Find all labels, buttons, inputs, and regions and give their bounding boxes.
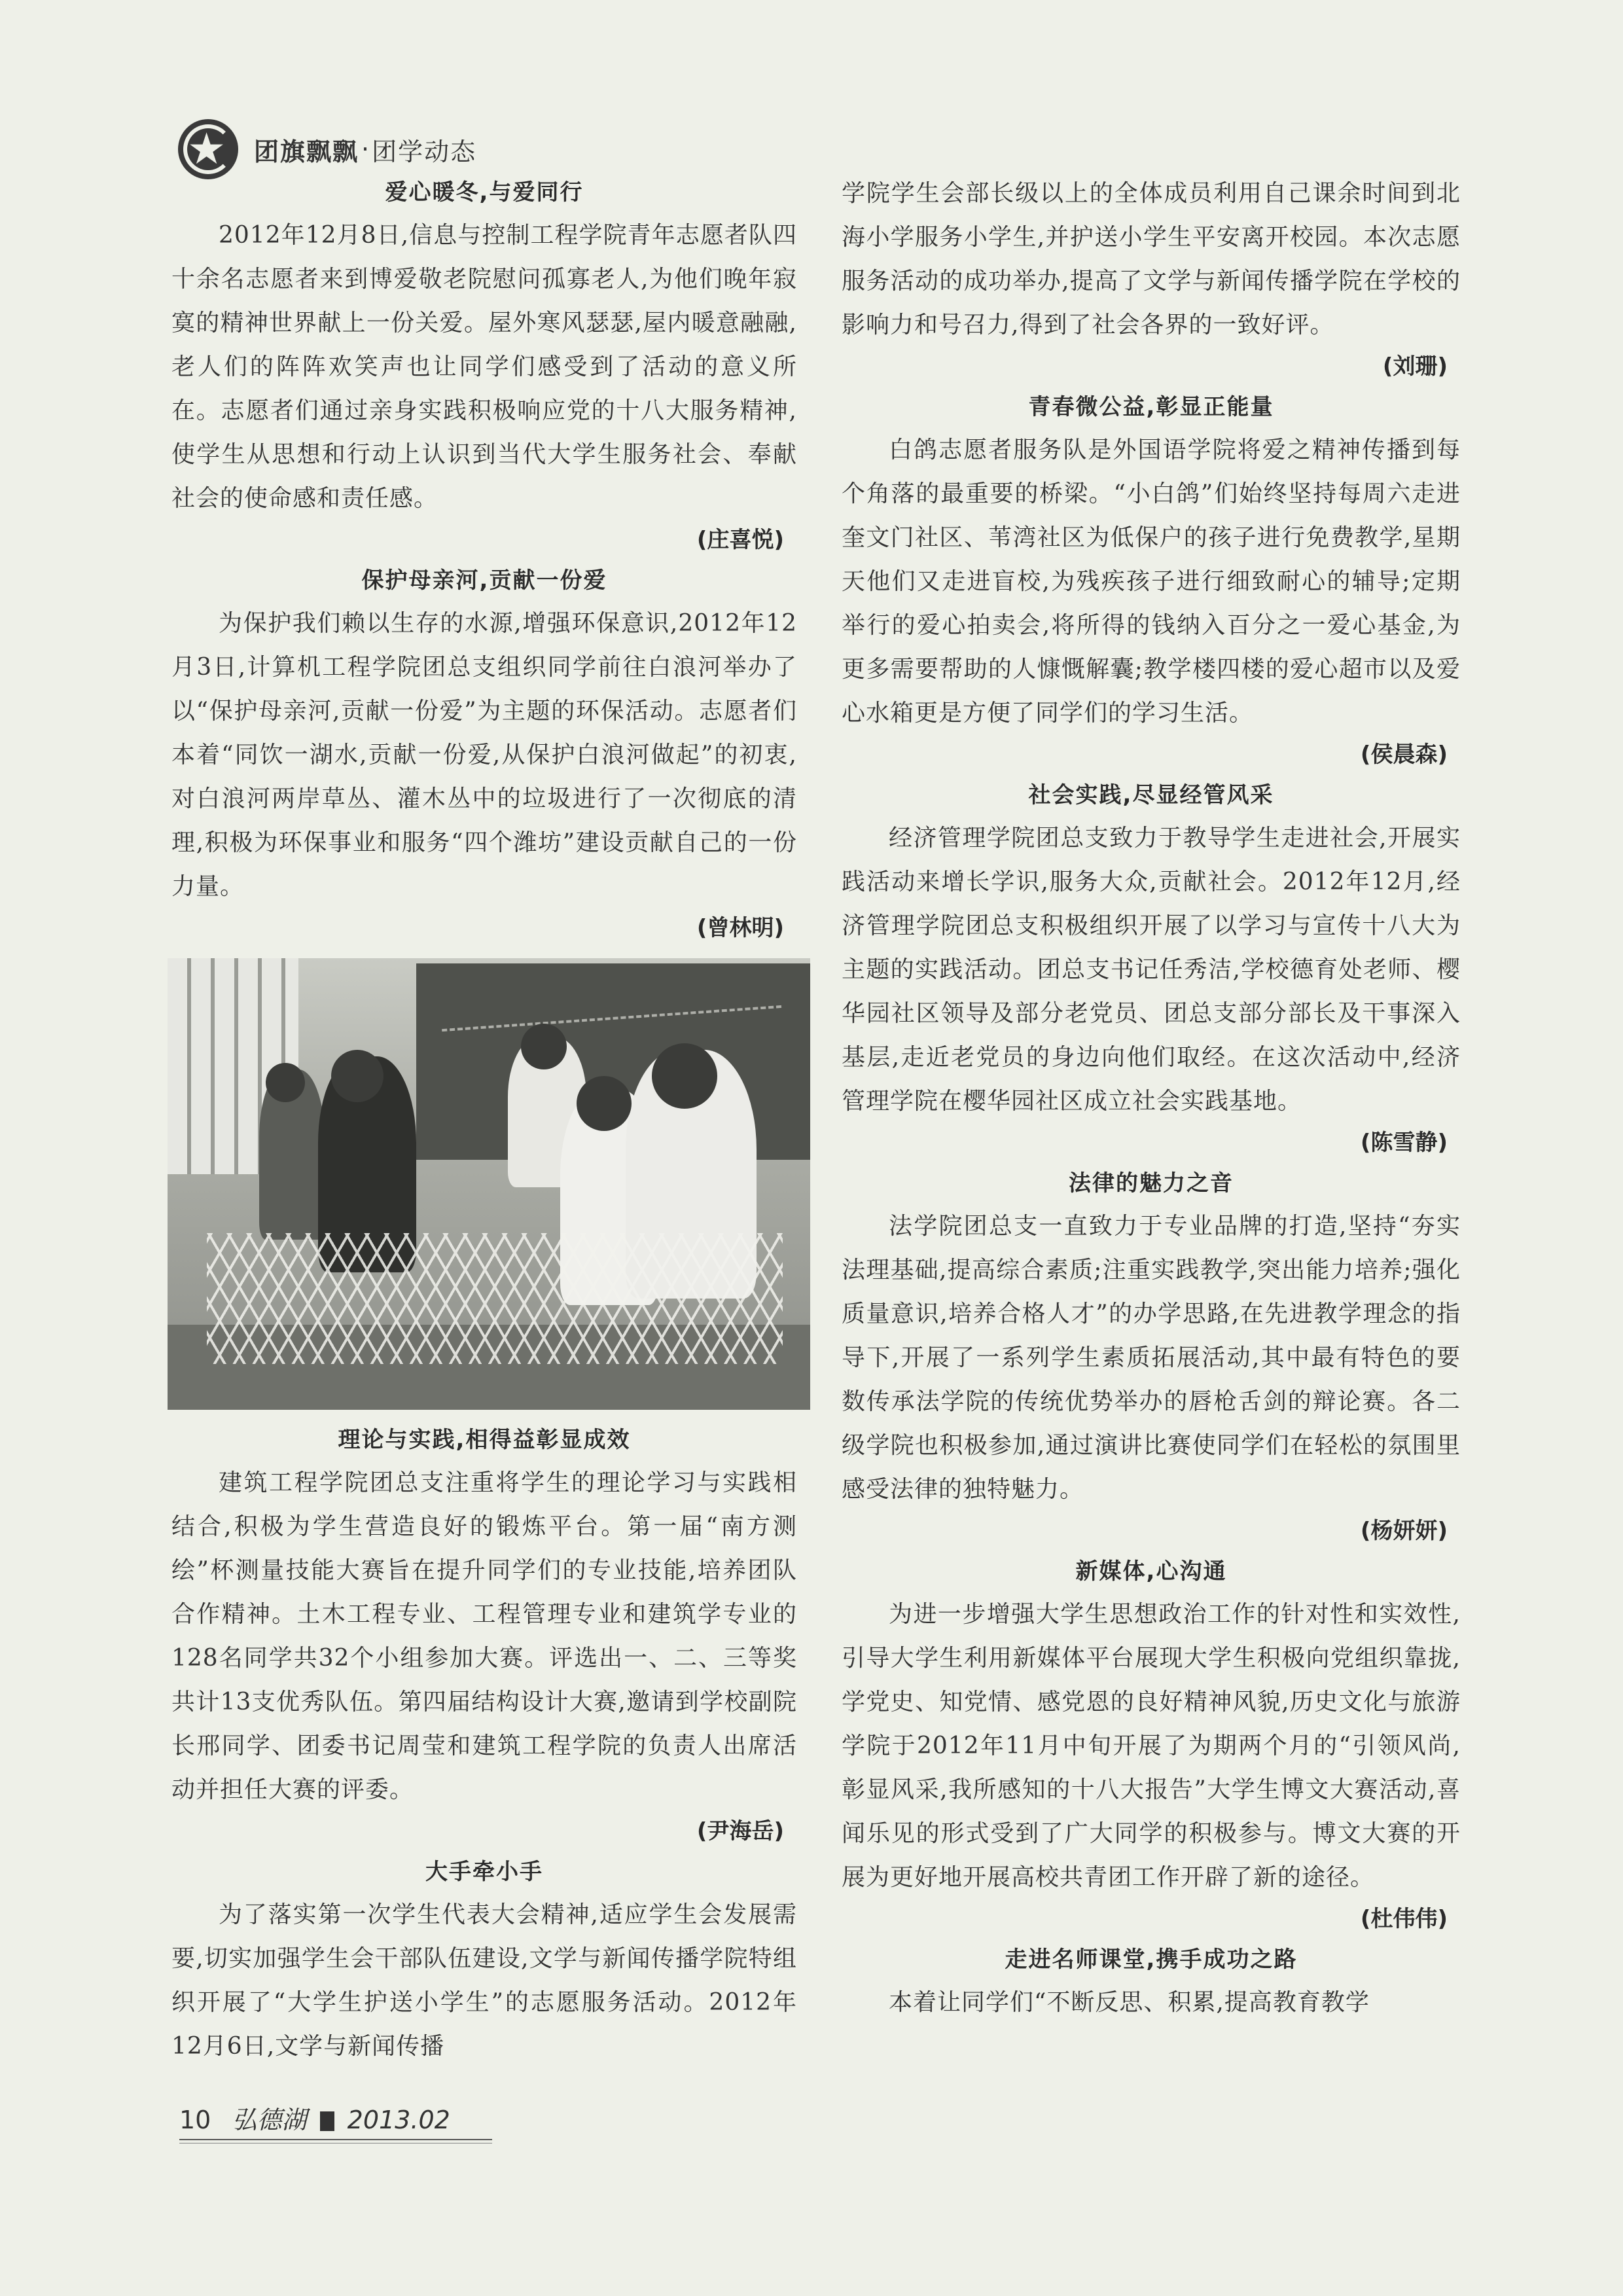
article-title: 社会实践,尽显经管风采 [1028,782,1274,808]
article-body: 为保护我们赖以生存的水源,增强环保意识,2012年12月3日,计算机工程学院团总支组织同学前往白浪河举办了以“保护母亲河,贡献一份爱”为主题的环保活动。志愿者们本着“同饮一湖水,贡献一份爱,从保护白浪河做起”的初衷,对白浪河两岸草丛、灌木丛中的垃圾进行了一次彻底的清理,积极为环保事业和服务“四个潍坊”建设贡献自己的一份力量。 [171,610,797,900]
right-column [842,171,1461,2024]
article-body: 白鸽志愿者服务队是外国语学院将爱之精神传播到每个角落的最重要的桥梁。“小白鸽”们始终坚持每周六走进奎文门社区、苇湾社区为低保户的孩子进行免费教学,星期天他们又走进盲校,为残疾孩子进行细致耐心的辅导;定期举行的爱心拍卖会,将所得的钱纳入百分之一爱心基金,为更多需要帮助的人慷慨解囊;教学楼四楼的爱心超市以及爱心水箱更是方便了同学们的学习生活。 [842,437,1461,726]
magazine-name: 弘德湖 [232,2106,307,2134]
article-title: 新媒体,心沟通 [1075,1558,1227,1585]
article-body: 为了落实第一次学生代表大会精神,适应学生会发展需要,切实加强学生会干部队伍建设,文学与新闻传播学院特组织开展了“大学生护送小学生”的志愿服务活动。2012年12月6日,文学与新闻传播 [171,1901,797,2060]
page-number: 10 [179,2106,211,2134]
article-title: 爱心暖冬,与爱同行 [385,179,584,206]
article-title: 法律的魅力之音 [1069,1170,1234,1196]
footer-rule [179,2139,492,2140]
article-author: (庄喜悦) [696,527,784,553]
article-body: 本着让同学们“不断反思、积累,提高教育教学 [889,1989,1370,2016]
header-separator: · [361,135,370,164]
article-body: 建筑工程学院团总支注重将学生的理论学习与实践相结合,积极为学生营造良好的锻炼平台。第一届“南方测绘”杯测量技能大赛旨在提升同学们的专业技能,培养团队合作精神。土木工程专业、工程管理专业和建筑学专业的128名同学共32个小组参加大赛。评选出一、二、三等奖共计13支优秀队伍。第四届结构设计大赛,邀请到学校副院长邢同学、团委书记周莹和建筑工程学院的负责人出席活动并担任大赛的评委。 [171,1469,797,1803]
left-column [171,171,797,2068]
article-author: (曾林明) [696,915,784,941]
structure-models-photo [168,958,810,1410]
article-author: (尹海岳) [696,1818,784,1844]
article-body: 2012年12月8日,信息与控制工程学院青年志愿者队四十余名志愿者来到博爱敬老院慰问孤寡老人,为他们晚年寂寞的精神世界献上一份关爱。屋外寒风瑟瑟,屋内暖意融融,老人们的阵阵欢笑声也让同学们感受到了活动的意义所在。志愿者们通过亲身实践积极响应党的十八大服务精神,使学生从思想和行动上认识到当代大学生服务社会、奉献社会的使命感和责任感。 [171,222,797,512]
header-title: 团旗飘飘 [254,137,359,166]
page-footer [179,2100,493,2145]
separator-block-icon [320,2111,334,2131]
article-author: (刘珊) [1382,353,1448,380]
truss-models [207,1233,783,1364]
article-body: 经济管理学院团总支致力于教导学生走进社会,开展实践活动来增长学识,服务大众,贡献社会。2012年12月,经济管理学院团总支积极组织开展了以学习与宣传十八大为主题的实践活动。团总支书记任秀洁,学校德育处老师、樱华园社区领导及部分老党员、团总支部分部长及干事深入基层,走近老党员的身边向他们取经。在这次活动中,经济管理学院在樱华园社区成立社会实践基地。 [842,825,1461,1115]
header-section: 团学动态 [372,137,477,166]
article-author: (侯晨森) [1360,742,1448,768]
article-title: 理论与实践,相得益彰显成效 [338,1427,631,1453]
article-body: 为进一步增强大学生思想政治工作的针对性和实效性,引导大学生利用新媒体平台展现大学生积极向党组织靠拢,学党史、知党情、感党恩的良好精神风貌,历史文化与旅游学院于2012年11月中旬开展了为期两个月的“引领风尚,彰显风采,我所感知的十八大报告”大学生博文大赛活动,喜闻乐见的形式受到了广大同学的积极参与。博文大赛的开展为更好地开展高校共青团工作开辟了新的途径。 [842,1601,1461,1891]
article-body: 法学院团总支一直致力于专业品牌的打造,坚持“夯实法理基础,提高综合素质;注重实践教学,突出能力培养;强化质量意识,培养合格人才”的办学思路,在先进教学理念的指导下,开展了一系列学生素质拓展活动,其中最有特色的要数传承法学院的传统优势举办的唇枪舌剑的辩论赛。各二级学院也积极参加,通过演讲比赛使同学们在轻松的氛围里感受法律的独特魅力。 [842,1213,1461,1503]
article-title: 青春微公益,彰显正能量 [1028,394,1274,420]
article-author: (杨妍妍) [1360,1518,1448,1544]
article-author: (陈雪静) [1360,1130,1448,1156]
article-title: 保护母亲河,贡献一份爱 [361,567,607,594]
article-title: 走进名师课堂,携手成功之路 [1005,1946,1298,1973]
article-body-continued: 学院学生会部长级以上的全体成员利用自己课余时间到北海小学服务小学生,并护送小学生平安离开校园。本次志愿服务活动的成功举办,提高了文学与新闻传播学院在学校的影响力和号召力,得到了社会各界的一致好评。 [842,180,1461,338]
issue-number: 2013.02 [347,2106,450,2134]
article-author: (杜伟伟) [1360,1906,1448,1932]
youth-league-emblem-icon: ★ [178,119,238,179]
article-title: 大手牵小手 [425,1859,543,1885]
